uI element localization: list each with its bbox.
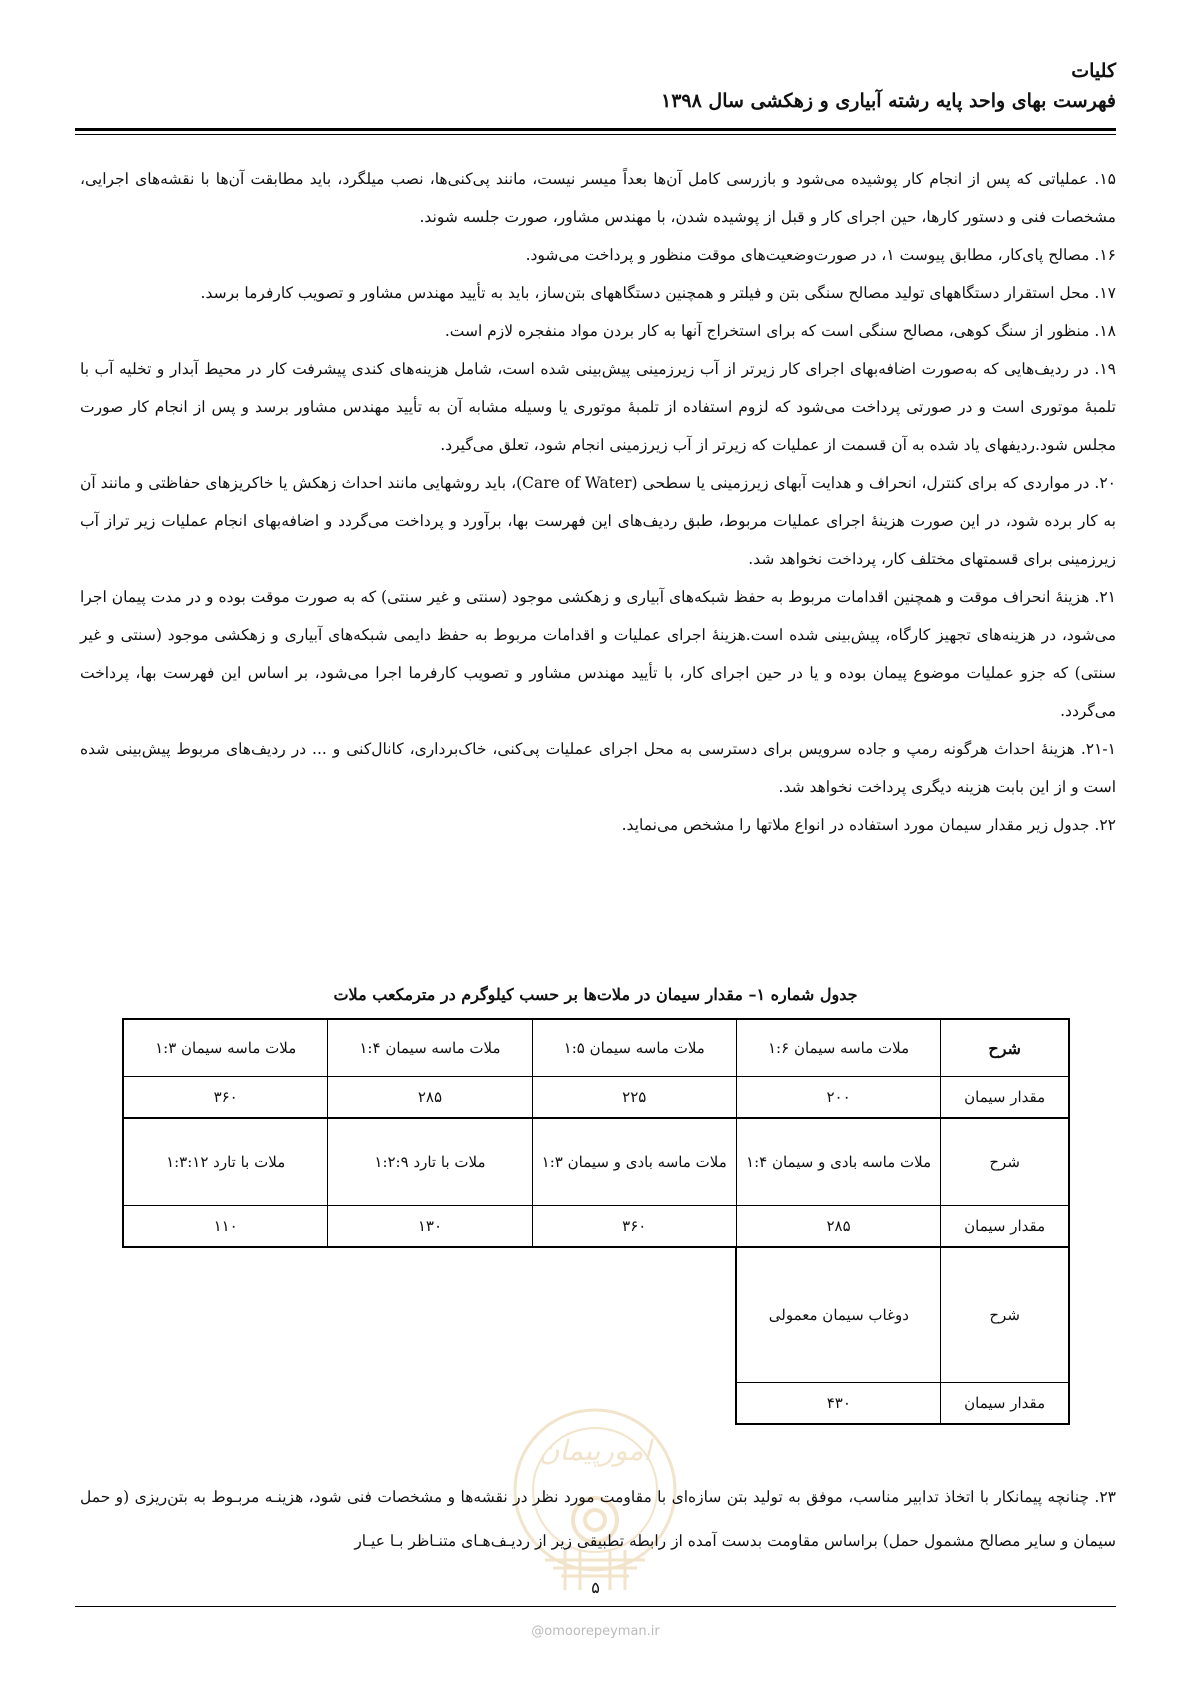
table-row xyxy=(123,1118,1069,1206)
row1-desc-label: شرح xyxy=(941,1019,1069,1077)
footer-rule xyxy=(75,1606,1116,1607)
table-cell: ملات با تارد ۱:۳:۱۲ xyxy=(123,1118,328,1206)
table-cell: ۳۶۰ xyxy=(532,1206,736,1248)
table-cell: ۳۶۰ xyxy=(123,1077,328,1119)
table-caption: جدول شماره ۱– مقدار سیمان در ملات‌ها بر حسب کیلوگرم در مترمکعب ملات xyxy=(333,985,858,1004)
header-subtitle: فهرست بهای واحد پایه رشته آبیاری و زهکشی سال ۱۳۹۸ xyxy=(660,90,1116,112)
header-title: کلیات xyxy=(1071,60,1116,82)
header-rule-thick xyxy=(75,128,1116,131)
table-row xyxy=(123,1247,1069,1383)
body-text xyxy=(80,160,1116,844)
table-cell: ملات با تارد ۱:۲:۹ xyxy=(328,1118,532,1206)
table-cell: ملات ماسه سیمان ۱:۴ xyxy=(328,1019,532,1077)
row3-desc-label: شرح xyxy=(941,1247,1069,1383)
paragraph-21: ۲۱. هزینهٔ انحراف موقت و همچنین اقدامات مربوط به حفظ شبکه‌های آبیاری و زهکشی موجود (سنتی و غیر سنتی) که به صورت موقت بوده و در مدت پیمان اجرا می‌شود، در هزینه‌های تجهیز کارگاه، پیش‌بینی شده است.هزینهٔ اجرای عملیات و اقدامات مربوط به حفظ دایمی شبکه‌های آبیاری و زهکشی موجود (سنتی و غیر سنتی) که جزو عملیات موضوع پیمان بوده و یا در حین اجرای کار، با تأیید مهندس مشاور و تصویب کارفرما اجرا می‌شود، بر اساس این فهرست بها، پرداخت می‌گردد. xyxy=(80,588,1116,720)
header-rule-thin xyxy=(75,134,1116,135)
table-row xyxy=(123,1206,1069,1248)
table-row xyxy=(123,1077,1069,1119)
paragraph-16: ۱۶. مصالح پای‌کار، مطابق پیوست ۱، در صورت‌وضعیت‌های موقت منظور و پرداخت می‌شود. xyxy=(525,246,1116,264)
table-cell: ۲۸۵ xyxy=(328,1077,532,1119)
table-cell: ۲۰۰ xyxy=(736,1077,940,1119)
paragraph-21-1: ۲۱-۱. هزینهٔ احداث هرگونه رمپ و جاده سرویس برای دسترسی به محل اجرای عملیات پی‌کنی، خاک‌برداری، کانال‌کنی و ... در ردیف‌های مربوط پیش‌بینی شده است و از این بابت هزینه دیگری پرداخت نخواهد شد. xyxy=(80,740,1116,796)
paragraph-22: ۲۲. جدول زیر مقدار سیمان مورد استفاده در انواع ملاتها را مشخص می‌نماید. xyxy=(621,816,1116,834)
table-cell: ۴۳۰ xyxy=(736,1383,940,1425)
table-cell: ملات ماسه سیمان ۱:۶ xyxy=(736,1019,940,1077)
table-cell: ملات ماسه بادی و سیمان ۱:۳ xyxy=(532,1118,736,1206)
table-cell: ملات ماسه بادی و سیمان ۱:۴ xyxy=(736,1118,940,1206)
cement-table xyxy=(122,1018,1070,1425)
paragraph-19: ۱۹. در ردیف‌هایی که به‌صورت اضافه‌بهای اجرای کار زیرتر از آب زیرزمینی پیش‌بینی شده است، شامل هزینه‌های کندی پیشرفت کار در محیط آبدار و تخلیه آب با تلمبهٔ موتوری است و در صورتی پرداخت می‌شود که لزوم استفاده از تلمبهٔ موتوری یا وسیله مشابه آن به تأیید مهندس مشاور برسد و پس از انجام کار صورت مجلس شود.ردیفهای یاد شده به آن قسمت از عملیات که زیرتر از آب زیرزمینی انجام شود، تعلق می‌گیرد. xyxy=(80,360,1116,454)
svg-text:امورپیمان: امورپیمان xyxy=(538,1434,652,1467)
table-cell: ملات ماسه سیمان ۱:۳ xyxy=(123,1019,328,1077)
row3-amount-label: مقدار سیمان xyxy=(941,1383,1069,1425)
row1-amount-label: مقدار سیمان xyxy=(941,1077,1069,1119)
paragraph-17: ۱۷. محل استقرار دستگاههای تولید مصالح سنگی بتن و فیلتر و همچنین دستگاههای بتن‌ساز، باید به تأیید مهندس مشاور و تصویب کارفرما برسد. xyxy=(200,284,1116,302)
page-number: ۵ xyxy=(591,1578,600,1597)
paragraph-23: ۲۳. چنانچه پیمانکار با اتخاذ تدابیر مناسب، موفق به تولید بتن سازه‌ای با مقاومت مورد نظر در نقشه‌ها و مشخصات فنی شود، هزینـه مربـوط به بتن‌ریزی (و حمل سیمان و سایر مصالح مشمول حمل) براساس مقاومت بدست آمده از رابطه تطبیقی زیر از ردیـف‌هـای متنـاظر بـا عیـار xyxy=(80,1488,1116,1550)
page-header xyxy=(75,56,1116,116)
table-cell: ۱۱۰ xyxy=(123,1206,328,1248)
row2-amount-label: مقدار سیمان xyxy=(941,1206,1069,1248)
table-empty-cell xyxy=(123,1247,736,1383)
table-cell: دوغاب سیمان معمولی xyxy=(736,1247,940,1383)
paragraph-18: ۱۸. منظور از سنگ کوهی، مصالح سنگی است که برای استخراج آنها به کار بردن مواد منفجره لازم است. xyxy=(444,322,1116,340)
body-text-continued xyxy=(80,1475,1116,1563)
table-cell: ملات ماسه سیمان ۱:۵ xyxy=(532,1019,736,1077)
table-row xyxy=(123,1019,1069,1077)
paragraph-20: ۲۰. در مواردی که برای کنترل، انحراف و هدایت آبهای زیرزمینی یا سطحی (Care of Water)، باید روشهایی مانند احداث زهکش یا خاکریزهای حفاظتی و مانند آن به کار برده شود، در این صورت هزینهٔ اجرای عملیات مربوط، طبق ردیف‌های این فهرست بها، برآورد و پرداخت می‌گردد و اضافه‌بهای انجام عملیات زیر تراز آب زیرزمینی برای قسمتهای مختلف کار، پرداخت نخواهد شد. xyxy=(80,474,1116,568)
table-cell: ۲۸۵ xyxy=(736,1206,940,1248)
table-cell: ۲۲۵ xyxy=(532,1077,736,1119)
watermark-url: @omoorepeyman.ir xyxy=(531,1624,660,1639)
table-cell: ۱۳۰ xyxy=(328,1206,532,1248)
paragraph-15: ۱۵. عملیاتی که پس از انجام کار پوشیده می‌شود و بازرسی کامل آن‌ها بعداً میسر نیست، مانند پی‌کنی‌ها، نصب میلگرد، باید مطابقت آن‌ها با نقشه‌های اجرایی، مشخصات فنی و دستور کارها، حین اجرای کار و قبل از پوشیده شدن، با مهندس مشاور، صورت جلسه شوند. xyxy=(80,170,1116,226)
row2-desc-label: شرح xyxy=(941,1118,1069,1206)
